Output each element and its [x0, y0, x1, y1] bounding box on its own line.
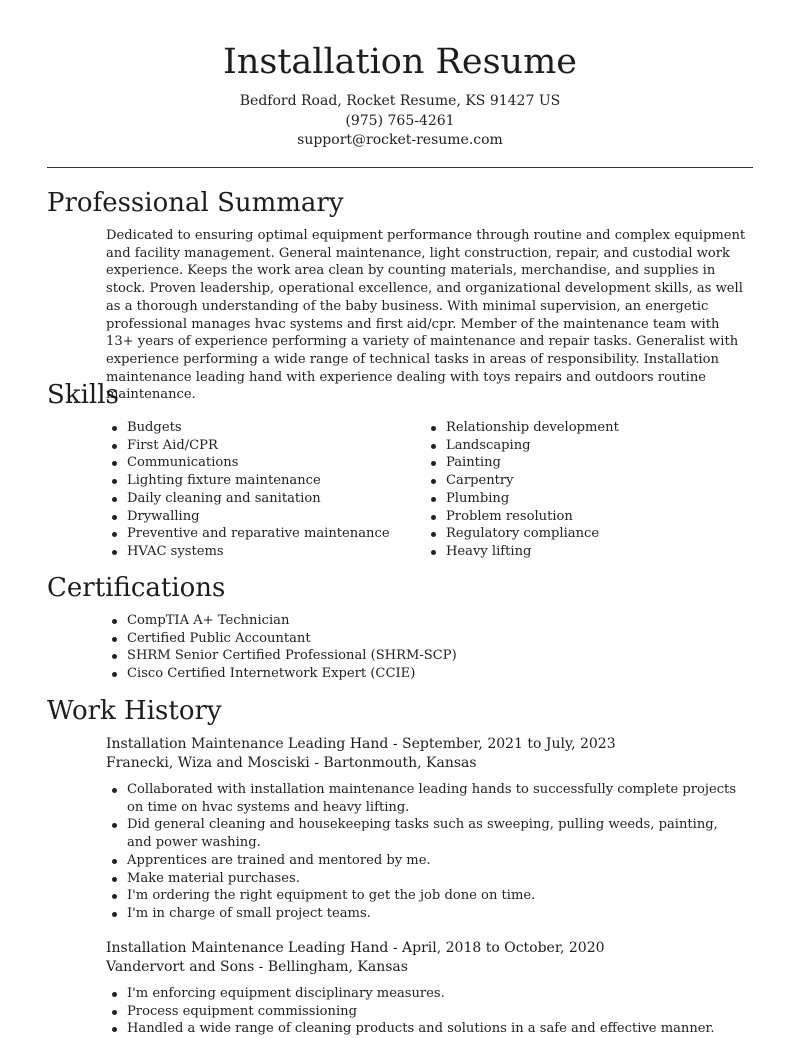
summary-text: Dedicated to ensuring optimal equipment performance through routine and complex equipment and facility management. General maintenance, light construction, repair, and custodial work experience. Keeps the work area clean by counting materials, merchandise, and supplies in stock. Proven leadership, operational excellence, and organizational development skills, as well as a thorough understanding of the baby business. With minimal supervision, an energetic professional manages hvac systems and first aid/cpr. Member of the maintenance team with 13+ years of experience performing a variety of maintenance and repair tasks. Generalist with experience performing a wide range of technical tasks in areas of responsibility. Installation maintenance leading hand with experience dealing with toys repairs and outdoors routine maintenance. — [106, 228, 746, 403]
contact-phone: (975) 765-4261 — [345, 112, 455, 129]
resume-header — [0, 0, 800, 151]
job-bullet: Collaborated with installation maintenance leading hands to successfully complete projects on time on hvac systems and heavy lifting. — [127, 781, 742, 816]
certification-item: Cisco Certified Internetwork Expert (CCIE) — [127, 665, 727, 683]
skills-list-right — [446, 419, 746, 561]
skill-item: Carpentry — [446, 472, 746, 490]
skill-item: First Aid/CPR — [127, 437, 417, 455]
job-title-line: Installation Maintenance Leading Hand - September, 2021 to July, 2023 — [106, 736, 616, 752]
job-bullet: Did general cleaning and housekeeping tasks such as sweeping, pulling weeds, painting, and power washing. — [127, 816, 742, 851]
skill-item: Painting — [446, 454, 746, 472]
certification-item: CompTIA A+ Technician — [127, 612, 727, 630]
job-bullet: Apprentices are trained and mentored by me. — [127, 852, 742, 870]
job-bullet: Handled a wide range of cleaning products and solutions in a safe and effective manner. — [127, 1020, 742, 1038]
skill-item: Lighting fixture maintenance — [127, 472, 417, 490]
job-bullet: I'm in charge of small project teams. — [127, 905, 742, 923]
job-bullets — [127, 985, 742, 1038]
skill-item: HVAC systems — [127, 543, 417, 561]
certifications-heading: Certifications — [47, 573, 226, 603]
header-divider — [47, 167, 753, 168]
work-history-heading: Work History — [47, 696, 222, 726]
contact-address: Bedford Road, Rocket Resume, KS 91427 US — [239, 93, 561, 109]
skill-item: Regulatory compliance — [446, 525, 746, 543]
skill-item: Heavy lifting — [446, 543, 746, 561]
skills-list-left — [127, 419, 417, 561]
job-bullet: Process equipment commissioning — [127, 1003, 742, 1021]
contact-block — [0, 92, 800, 151]
skill-item: Preventive and reparative maintenance — [127, 525, 417, 543]
job-company-line: Vandervort and Sons - Bellingham, Kansas — [106, 959, 408, 975]
job-bullets — [127, 781, 742, 923]
skill-item: Drywalling — [127, 508, 417, 526]
skill-item: Relationship development — [446, 419, 746, 437]
skills-heading: Skills — [47, 380, 119, 410]
skill-item: Budgets — [127, 419, 417, 437]
certification-item: Certified Public Accountant — [127, 630, 727, 648]
certifications-list — [127, 612, 727, 683]
summary-heading: Professional Summary — [47, 188, 344, 218]
skill-item: Problem resolution — [446, 508, 746, 526]
skill-item: Landscaping — [446, 437, 746, 455]
job-bullet: I'm ordering the right equipment to get the job done on time. — [127, 887, 742, 905]
job-company-line: Franecki, Wiza and Mosciski - Bartonmouth, Kansas — [106, 755, 477, 771]
job-title-line: Installation Maintenance Leading Hand - April, 2018 to October, 2020 — [106, 940, 605, 956]
skill-item: Daily cleaning and sanitation — [127, 490, 417, 508]
certification-item: SHRM Senior Certified Professional (SHRM-SCP) — [127, 647, 727, 665]
skill-item: Communications — [127, 454, 417, 472]
contact-email: support@rocket-resume.com — [297, 132, 503, 148]
skill-item: Plumbing — [446, 490, 746, 508]
job-bullet: Make material purchases. — [127, 870, 742, 888]
resume-title: Installation Resume — [223, 42, 577, 82]
job-bullet: I'm enforcing equipment disciplinary measures. — [127, 985, 742, 1003]
